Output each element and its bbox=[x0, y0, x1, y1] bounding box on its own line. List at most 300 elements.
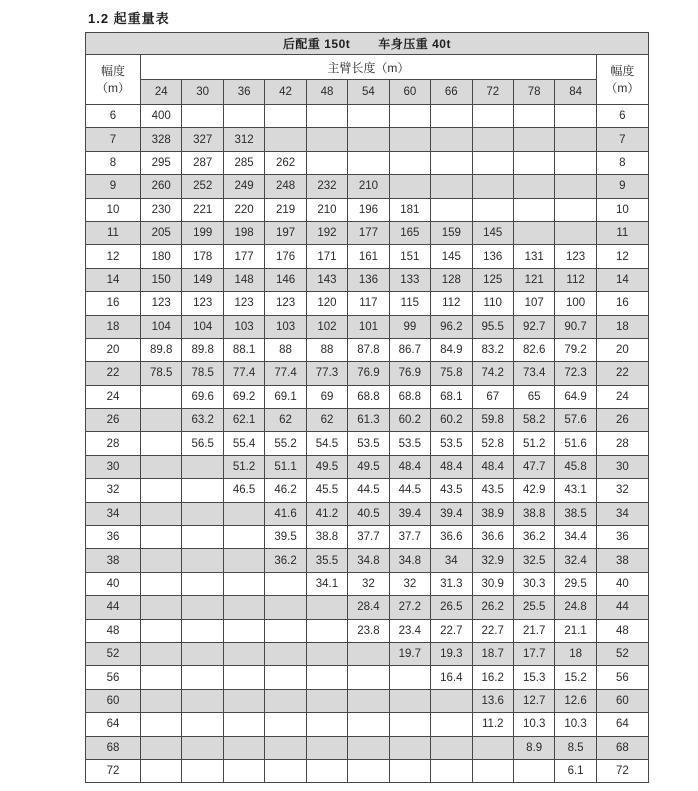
capacity-cell: 77.4 bbox=[223, 362, 264, 385]
radius-cell-left: 8 bbox=[86, 151, 141, 174]
capacity-cell: 26.5 bbox=[431, 596, 472, 619]
radius-header-right-line2: （m） bbox=[605, 80, 640, 95]
capacity-cell: 149 bbox=[182, 268, 223, 291]
capacity-cell bbox=[141, 642, 182, 665]
capacity-cell bbox=[555, 105, 596, 128]
capacity-cell: 47.7 bbox=[513, 455, 554, 478]
radius-cell-left: 56 bbox=[86, 666, 141, 689]
capacity-cell: 101 bbox=[348, 315, 389, 338]
capacity-cell: 104 bbox=[182, 315, 223, 338]
capacity-cell bbox=[223, 572, 264, 595]
capacity-cell: 34.8 bbox=[348, 549, 389, 572]
capacity-cell bbox=[182, 736, 223, 759]
capacity-cell: 197 bbox=[265, 221, 306, 244]
load-capacity-table bbox=[85, 32, 649, 783]
capacity-cell bbox=[431, 736, 472, 759]
capacity-cell: 177 bbox=[348, 221, 389, 244]
boom-length-cell: 60 bbox=[389, 80, 430, 105]
capacity-cell: 328 bbox=[141, 128, 182, 151]
boom-length-values-row bbox=[86, 80, 649, 105]
capacity-cell bbox=[182, 689, 223, 712]
radius-cell-left: 11 bbox=[86, 221, 141, 244]
capacity-cell: 51.6 bbox=[555, 432, 596, 455]
radius-cell-right: 20 bbox=[596, 338, 648, 361]
capacity-cell: 88 bbox=[306, 338, 347, 361]
capacity-cell: 21.1 bbox=[555, 619, 596, 642]
boom-length-cell: 78 bbox=[513, 80, 554, 105]
capacity-cell: 51.2 bbox=[223, 455, 264, 478]
boom-length-cell: 36 bbox=[223, 80, 264, 105]
capacity-cell: 60.2 bbox=[389, 409, 430, 432]
capacity-cell: 88.1 bbox=[223, 338, 264, 361]
capacity-cell: 177 bbox=[223, 245, 264, 268]
capacity-cell bbox=[141, 432, 182, 455]
capacity-cell: 171 bbox=[306, 245, 347, 268]
capacity-cell: 55.2 bbox=[265, 432, 306, 455]
capacity-cell: 45.5 bbox=[306, 479, 347, 502]
capacity-cell bbox=[555, 198, 596, 221]
capacity-cell bbox=[141, 409, 182, 432]
capacity-cell: 285 bbox=[223, 151, 264, 174]
radius-cell-left: 64 bbox=[86, 713, 141, 736]
capacity-cell: 159 bbox=[431, 221, 472, 244]
radius-header-right bbox=[596, 55, 648, 105]
capacity-cell: 37.7 bbox=[348, 526, 389, 549]
radius-cell-left: 9 bbox=[86, 175, 141, 198]
capacity-cell bbox=[472, 128, 513, 151]
capacity-cell: 249 bbox=[223, 175, 264, 198]
capacity-cell: 196 bbox=[348, 198, 389, 221]
capacity-cell: 133 bbox=[389, 268, 430, 291]
capacity-cell: 8.5 bbox=[555, 736, 596, 759]
capacity-cell: 219 bbox=[265, 198, 306, 221]
capacity-cell bbox=[182, 549, 223, 572]
capacity-cell bbox=[265, 128, 306, 151]
capacity-cell: 27.2 bbox=[389, 596, 430, 619]
capacity-cell: 260 bbox=[141, 175, 182, 198]
capacity-cell bbox=[223, 666, 264, 689]
radius-cell-right: 52 bbox=[596, 642, 648, 665]
radius-cell-left: 34 bbox=[86, 502, 141, 525]
capacity-cell bbox=[513, 221, 554, 244]
radius-cell-left: 18 bbox=[86, 315, 141, 338]
capacity-cell bbox=[431, 759, 472, 782]
capacity-cell: 76.9 bbox=[348, 362, 389, 385]
capacity-cell bbox=[389, 736, 430, 759]
capacity-cell bbox=[431, 105, 472, 128]
capacity-cell: 69 bbox=[306, 385, 347, 408]
table-row bbox=[86, 105, 649, 128]
capacity-cell bbox=[431, 175, 472, 198]
capacity-cell: 10.3 bbox=[513, 713, 554, 736]
capacity-cell: 95.5 bbox=[472, 315, 513, 338]
capacity-cell bbox=[555, 221, 596, 244]
table-row bbox=[86, 385, 649, 408]
capacity-cell bbox=[306, 666, 347, 689]
capacity-cell bbox=[141, 479, 182, 502]
boom-length-cell: 42 bbox=[265, 80, 306, 105]
capacity-cell bbox=[306, 619, 347, 642]
capacity-cell bbox=[182, 455, 223, 478]
capacity-cell: 136 bbox=[348, 268, 389, 291]
capacity-cell: 165 bbox=[389, 221, 430, 244]
capacity-cell: 121 bbox=[513, 268, 554, 291]
capacity-cell: 22.7 bbox=[472, 619, 513, 642]
capacity-cell bbox=[513, 759, 554, 782]
radius-cell-left: 48 bbox=[86, 619, 141, 642]
radius-cell-right: 12 bbox=[596, 245, 648, 268]
capacity-cell: 61.3 bbox=[348, 409, 389, 432]
radius-cell-right: 8 bbox=[596, 151, 648, 174]
capacity-cell: 68.8 bbox=[389, 385, 430, 408]
capacity-cell bbox=[141, 572, 182, 595]
radius-cell-right: 40 bbox=[596, 572, 648, 595]
capacity-cell: 23.8 bbox=[348, 619, 389, 642]
capacity-cell: 210 bbox=[348, 175, 389, 198]
radius-cell-left: 24 bbox=[86, 385, 141, 408]
capacity-cell bbox=[141, 596, 182, 619]
capacity-cell bbox=[472, 175, 513, 198]
radius-cell-right: 38 bbox=[596, 549, 648, 572]
radius-header-left-line2: （m） bbox=[96, 80, 130, 95]
capacity-cell: 19.3 bbox=[431, 642, 472, 665]
capacity-cell bbox=[431, 713, 472, 736]
capacity-cell bbox=[472, 151, 513, 174]
capacity-cell: 21.7 bbox=[513, 619, 554, 642]
radius-cell-right: 6 bbox=[596, 105, 648, 128]
capacity-cell: 78.5 bbox=[141, 362, 182, 385]
capacity-cell bbox=[182, 642, 223, 665]
radius-cell-left: 52 bbox=[86, 642, 141, 665]
capacity-cell: 36.2 bbox=[513, 526, 554, 549]
capacity-cell: 44.5 bbox=[348, 479, 389, 502]
capacity-cell: 131 bbox=[513, 245, 554, 268]
capacity-cell bbox=[306, 736, 347, 759]
table-row bbox=[86, 221, 649, 244]
table-row bbox=[86, 689, 649, 712]
capacity-cell bbox=[182, 572, 223, 595]
capacity-cell: 54.5 bbox=[306, 432, 347, 455]
radius-cell-right: 72 bbox=[596, 759, 648, 782]
capacity-cell: 46.2 bbox=[265, 479, 306, 502]
capacity-cell bbox=[182, 526, 223, 549]
capacity-cell bbox=[223, 105, 264, 128]
capacity-cell bbox=[348, 128, 389, 151]
capacity-cell bbox=[265, 689, 306, 712]
capacity-cell bbox=[306, 596, 347, 619]
radius-cell-right: 32 bbox=[596, 479, 648, 502]
capacity-cell: 18 bbox=[555, 642, 596, 665]
capacity-cell: 230 bbox=[141, 198, 182, 221]
capacity-cell: 180 bbox=[141, 245, 182, 268]
capacity-cell bbox=[472, 105, 513, 128]
capacity-cell bbox=[265, 666, 306, 689]
radius-cell-left: 12 bbox=[86, 245, 141, 268]
ballast-label: 车身压重 40t bbox=[378, 37, 451, 51]
boom-length-header: 主臂长度（m） bbox=[141, 55, 597, 80]
capacity-cell bbox=[182, 619, 223, 642]
capacity-cell: 120 bbox=[306, 292, 347, 315]
radius-header-left-line1: 幅度 bbox=[100, 63, 125, 78]
capacity-cell: 128 bbox=[431, 268, 472, 291]
capacity-cell bbox=[182, 479, 223, 502]
capacity-cell: 150 bbox=[141, 268, 182, 291]
radius-cell-right: 48 bbox=[596, 619, 648, 642]
capacity-cell: 12.6 bbox=[555, 689, 596, 712]
capacity-cell: 77.4 bbox=[265, 362, 306, 385]
capacity-cell: 13.6 bbox=[472, 689, 513, 712]
table-row bbox=[86, 245, 649, 268]
capacity-cell: 78.5 bbox=[182, 362, 223, 385]
capacity-cell: 15.2 bbox=[555, 666, 596, 689]
capacity-cell bbox=[306, 128, 347, 151]
capacity-cell: 12.7 bbox=[513, 689, 554, 712]
capacity-cell: 102 bbox=[306, 315, 347, 338]
radius-cell-left: 38 bbox=[86, 549, 141, 572]
capacity-cell: 125 bbox=[472, 268, 513, 291]
capacity-cell: 151 bbox=[389, 245, 430, 268]
capacity-cell bbox=[265, 572, 306, 595]
capacity-cell bbox=[472, 759, 513, 782]
radius-cell-left: 16 bbox=[86, 292, 141, 315]
capacity-cell: 210 bbox=[306, 198, 347, 221]
capacity-cell: 146 bbox=[265, 268, 306, 291]
table-row bbox=[86, 128, 649, 151]
capacity-cell bbox=[223, 759, 264, 782]
capacity-cell bbox=[306, 759, 347, 782]
capacity-cell: 35.5 bbox=[306, 549, 347, 572]
capacity-cell bbox=[265, 713, 306, 736]
capacity-cell bbox=[513, 175, 554, 198]
capacity-cell bbox=[348, 713, 389, 736]
capacity-cell: 16.4 bbox=[431, 666, 472, 689]
capacity-cell: 103 bbox=[265, 315, 306, 338]
capacity-cell: 89.8 bbox=[141, 338, 182, 361]
capacity-cell: 67 bbox=[472, 385, 513, 408]
capacity-cell bbox=[431, 689, 472, 712]
capacity-cell: 123 bbox=[182, 292, 223, 315]
capacity-cell: 103 bbox=[223, 315, 264, 338]
capacity-cell: 32.9 bbox=[472, 549, 513, 572]
capacity-cell: 32 bbox=[348, 572, 389, 595]
table-row bbox=[86, 362, 649, 385]
capacity-cell: 68.1 bbox=[431, 385, 472, 408]
radius-cell-right: 36 bbox=[596, 526, 648, 549]
capacity-cell bbox=[265, 105, 306, 128]
capacity-cell bbox=[555, 175, 596, 198]
radius-cell-right: 34 bbox=[596, 502, 648, 525]
table-row bbox=[86, 409, 649, 432]
capacity-cell: 77.3 bbox=[306, 362, 347, 385]
radius-cell-left: 7 bbox=[86, 128, 141, 151]
capacity-cell bbox=[223, 736, 264, 759]
capacity-cell: 31.3 bbox=[431, 572, 472, 595]
radius-cell-right: 60 bbox=[596, 689, 648, 712]
capacity-cell: 39.4 bbox=[389, 502, 430, 525]
table-row bbox=[86, 432, 649, 455]
capacity-cell bbox=[141, 689, 182, 712]
capacity-cell: 48.4 bbox=[389, 455, 430, 478]
capacity-cell: 60.2 bbox=[431, 409, 472, 432]
radius-cell-left: 14 bbox=[86, 268, 141, 291]
capacity-cell bbox=[306, 713, 347, 736]
capacity-cell bbox=[141, 713, 182, 736]
capacity-cell bbox=[141, 502, 182, 525]
capacity-cell: 287 bbox=[182, 151, 223, 174]
capacity-cell bbox=[389, 128, 430, 151]
capacity-cell bbox=[265, 736, 306, 759]
capacity-cell: 32 bbox=[389, 572, 430, 595]
capacity-cell bbox=[306, 151, 347, 174]
capacity-cell bbox=[348, 105, 389, 128]
capacity-cell: 51.2 bbox=[513, 432, 554, 455]
capacity-cell: 92.7 bbox=[513, 315, 554, 338]
capacity-cell: 69.2 bbox=[223, 385, 264, 408]
capacity-cell: 23.4 bbox=[389, 619, 430, 642]
capacity-cell: 56.5 bbox=[182, 432, 223, 455]
capacity-cell: 69.1 bbox=[265, 385, 306, 408]
section-title: 1.2 起重量表 bbox=[88, 11, 170, 26]
capacity-cell: 83.2 bbox=[472, 338, 513, 361]
radius-cell-right: 10 bbox=[596, 198, 648, 221]
capacity-cell: 62.1 bbox=[223, 409, 264, 432]
radius-cell-left: 30 bbox=[86, 455, 141, 478]
table-row bbox=[86, 268, 649, 291]
table-row bbox=[86, 642, 649, 665]
counterweight-label: 后配重 150t bbox=[282, 37, 351, 51]
radius-cell-left: 68 bbox=[86, 736, 141, 759]
radius-cell-left: 60 bbox=[86, 689, 141, 712]
capacity-cell bbox=[223, 689, 264, 712]
capacity-cell: 45.8 bbox=[555, 455, 596, 478]
capacity-cell: 100 bbox=[555, 292, 596, 315]
table-row bbox=[86, 151, 649, 174]
capacity-cell bbox=[348, 736, 389, 759]
capacity-cell: 18.7 bbox=[472, 642, 513, 665]
capacity-cell: 192 bbox=[306, 221, 347, 244]
capacity-cell: 58.2 bbox=[513, 409, 554, 432]
capacity-cell: 145 bbox=[431, 245, 472, 268]
radius-cell-right: 18 bbox=[596, 315, 648, 338]
table-row bbox=[86, 526, 649, 549]
capacity-cell: 199 bbox=[182, 221, 223, 244]
table-row bbox=[86, 596, 649, 619]
radius-cell-right: 11 bbox=[596, 221, 648, 244]
capacity-cell: 34.8 bbox=[389, 549, 430, 572]
capacity-cell bbox=[223, 526, 264, 549]
capacity-cell bbox=[265, 642, 306, 665]
table-row bbox=[86, 713, 649, 736]
capacity-cell: 29.5 bbox=[555, 572, 596, 595]
capacity-cell: 73.4 bbox=[513, 362, 554, 385]
table-caption bbox=[86, 33, 649, 55]
capacity-cell: 62 bbox=[306, 409, 347, 432]
radius-cell-left: 6 bbox=[86, 105, 141, 128]
radius-cell-right: 64 bbox=[596, 713, 648, 736]
capacity-cell: 68.8 bbox=[348, 385, 389, 408]
capacity-cell bbox=[348, 642, 389, 665]
radius-cell-left: 40 bbox=[86, 572, 141, 595]
capacity-cell: 145 bbox=[472, 221, 513, 244]
radius-cell-right: 14 bbox=[596, 268, 648, 291]
boom-length-cell: 24 bbox=[141, 80, 182, 105]
capacity-cell bbox=[348, 666, 389, 689]
capacity-cell: 10.3 bbox=[555, 713, 596, 736]
capacity-cell bbox=[472, 198, 513, 221]
capacity-cell: 312 bbox=[223, 128, 264, 151]
capacity-cell: 34 bbox=[431, 549, 472, 572]
capacity-cell: 34.1 bbox=[306, 572, 347, 595]
capacity-cell: 43.1 bbox=[555, 479, 596, 502]
capacity-cell: 99 bbox=[389, 315, 430, 338]
capacity-cell: 181 bbox=[389, 198, 430, 221]
capacity-cell: 49.5 bbox=[306, 455, 347, 478]
capacity-cell: 46.5 bbox=[223, 479, 264, 502]
table-row bbox=[86, 549, 649, 572]
capacity-cell: 38.8 bbox=[306, 526, 347, 549]
capacity-cell bbox=[141, 549, 182, 572]
capacity-cell: 136 bbox=[472, 245, 513, 268]
radius-cell-left: 44 bbox=[86, 596, 141, 619]
capacity-cell: 65 bbox=[513, 385, 554, 408]
capacity-cell: 62 bbox=[265, 409, 306, 432]
capacity-cell bbox=[223, 642, 264, 665]
radius-cell-right: 16 bbox=[596, 292, 648, 315]
capacity-cell: 143 bbox=[306, 268, 347, 291]
capacity-cell: 38.8 bbox=[513, 502, 554, 525]
boom-length-cell: 48 bbox=[306, 80, 347, 105]
boom-length-cell: 84 bbox=[555, 80, 596, 105]
capacity-cell: 53.5 bbox=[348, 432, 389, 455]
capacity-cell bbox=[389, 105, 430, 128]
capacity-cell bbox=[141, 666, 182, 689]
capacity-cell bbox=[265, 619, 306, 642]
capacity-cell: 110 bbox=[472, 292, 513, 315]
capacity-cell bbox=[555, 151, 596, 174]
radius-cell-left: 36 bbox=[86, 526, 141, 549]
table-row bbox=[86, 175, 649, 198]
capacity-cell: 32.4 bbox=[555, 549, 596, 572]
capacity-cell: 112 bbox=[555, 268, 596, 291]
capacity-cell: 44.5 bbox=[389, 479, 430, 502]
radius-cell-left: 20 bbox=[86, 338, 141, 361]
radius-header-right-line1: 幅度 bbox=[610, 63, 635, 78]
capacity-cell bbox=[182, 502, 223, 525]
capacity-cell bbox=[141, 526, 182, 549]
capacity-cell: 39.5 bbox=[265, 526, 306, 549]
capacity-cell bbox=[348, 689, 389, 712]
capacity-cell: 43.5 bbox=[472, 479, 513, 502]
capacity-cell bbox=[389, 759, 430, 782]
boom-length-cell: 30 bbox=[182, 80, 223, 105]
table-row bbox=[86, 502, 649, 525]
boom-length-cell: 54 bbox=[348, 80, 389, 105]
capacity-cell: 40.5 bbox=[348, 502, 389, 525]
radius-cell-right: 30 bbox=[596, 455, 648, 478]
capacity-cell: 57.6 bbox=[555, 409, 596, 432]
capacity-cell: 400 bbox=[141, 105, 182, 128]
capacity-cell bbox=[472, 736, 513, 759]
capacity-cell: 79.2 bbox=[555, 338, 596, 361]
capacity-cell: 49.5 bbox=[348, 455, 389, 478]
capacity-cell: 28.4 bbox=[348, 596, 389, 619]
boom-length-cell: 66 bbox=[431, 80, 472, 105]
table-row bbox=[86, 338, 649, 361]
capacity-cell: 53.5 bbox=[431, 432, 472, 455]
capacity-cell: 11.2 bbox=[472, 713, 513, 736]
capacity-cell bbox=[306, 105, 347, 128]
table-header-row bbox=[86, 55, 649, 80]
